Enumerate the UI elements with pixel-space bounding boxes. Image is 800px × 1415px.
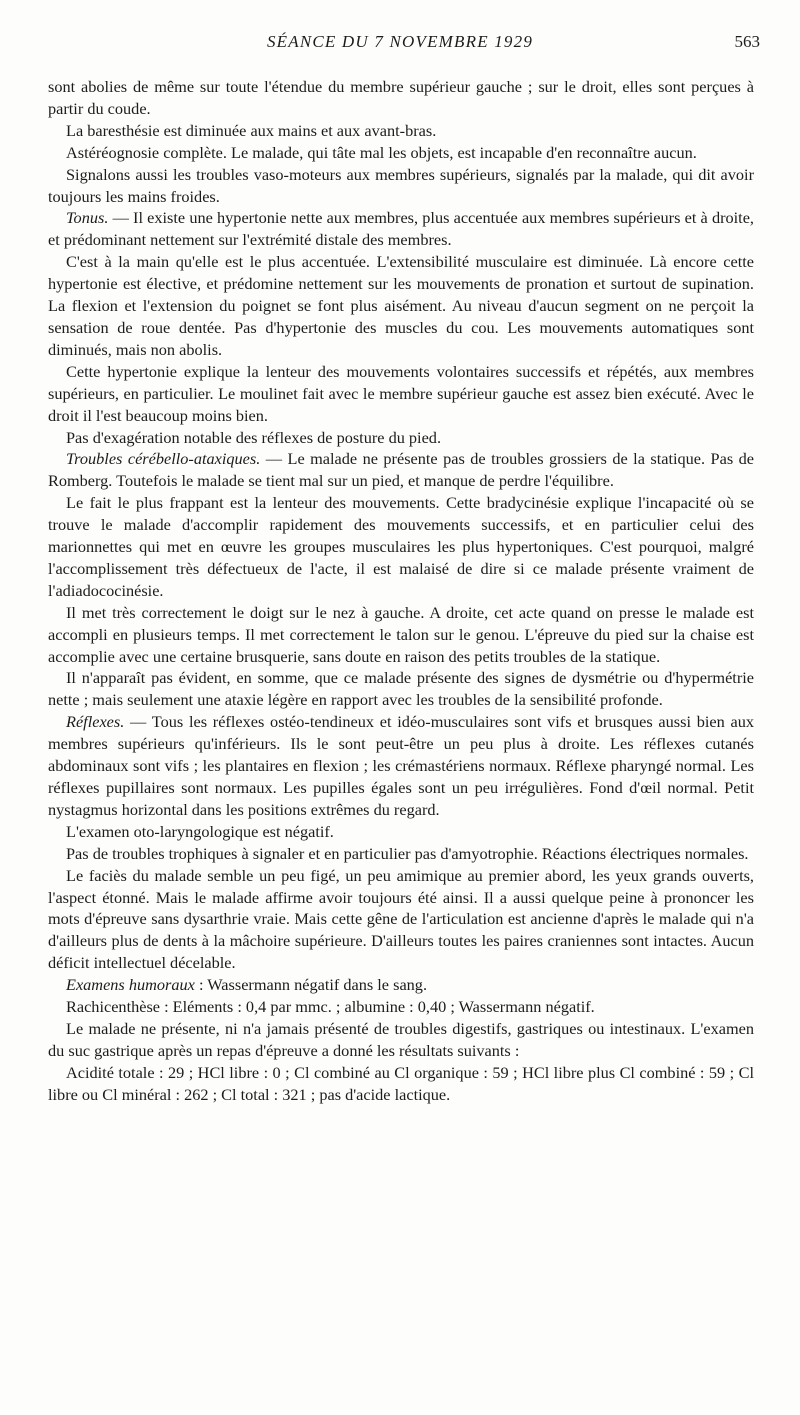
paragraph xyxy=(48,448,754,492)
paragraph xyxy=(48,76,754,120)
page-header xyxy=(40,32,760,56)
paragraph xyxy=(48,667,754,711)
paragraph-text: Pas d'exagération notable des réflexes de posture du pied. xyxy=(66,427,442,447)
paragraph xyxy=(48,492,754,602)
paragraph-text: Astéréognosie complète. Le malade, qui tâte mal les objets, est incapable d'en reconnaître aucun. xyxy=(66,142,697,162)
paragraph-text: La baresthésie est diminuée aux mains et aux avant-bras. xyxy=(66,120,437,140)
paragraph-text: Le faciès du malade semble un peu figé, un peu amimique au premier abord, les yeux grands ouverts, l'aspect étonné. Mais le malade affirme avoir toujours été ainsi. Il a aussi quelque peine à prononcer les mots d'épreuve sans dysarthrie vraie. Mais cette gêne de l'articulation est ancienne d'après le malade qui n'a d'ailleurs plus de dents à la mâchoire supérieure. D'ailleurs toutes les paires craniennes sont intactes. Aucun déficit intellectuel décelable. xyxy=(48,865,754,973)
paragraph-text: — Le malade ne présente pas de troubles grossiers de la statique. Pas de Romberg. Toutefois le malade se tient mal sur un pied, et manque de perdre l'équilibre. xyxy=(48,449,754,491)
paragraph xyxy=(48,602,754,668)
paragraph xyxy=(48,427,754,449)
paragraph-text: Pas de troubles trophiques à signaler et en particulier pas d'amyotrophie. Réactions électriques normales. xyxy=(66,843,749,863)
paragraph xyxy=(48,1062,754,1106)
paragraph-text: Il met très correctement le doigt sur le nez à gauche. A droite, cet acte quand on presse le malade est accompli en plusieurs temps. Il met correctement le talon sur le genou. L'épreuve du pied sur la chaise est accomplie avec une certaine brusquerie, sans doute en raison des petits troubles de la statique. xyxy=(48,602,754,666)
paragraph-text: Signalons aussi les troubles vaso-moteurs aux membres supérieurs, signalés par la malade, qui dit avoir toujours les mains froides. xyxy=(48,164,754,206)
paragraph-text: C'est à la main qu'elle est le plus accentuée. L'extensibilité musculaire est diminuée. Là encore cette hypertonie est élective, et prédomine nettement sur les mouvements de pronation et surtout de supination. La flexion et l'extension du poignet se font plus aisément. Au niveau d'aucun segment on ne perçoit la sensation de roue dentée. Pas d'hypertonie des muscles du cou. Les mouvements automatiques sont diminués, mais non abolis. xyxy=(48,252,754,359)
paragraph-text: L'examen oto-laryngologique est négatif. xyxy=(66,821,334,841)
paragraph-text: Le fait le plus frappant est la lenteur des mouvements. Cette bradycinésie explique l'incapacité où se trouve le malade d'accomplir rapidement des mouvements successifs, et en particulier celui des marionnettes qui met en œuvre les groupes musculaires les plus hypertoniques. C'est pourquoi, malgré l'accomplissement très défectueux de l'acte, il est malaisé de dire si ce malade présente vraiment de l'adiadococinésie. xyxy=(48,493,754,600)
paragraph-text: — Tous les réflexes ostéo-tendineux et idéo-musculaires sont vifs et brusques aussi bien aux membres supérieurs qu'inférieurs. Ils le sont peut-être un peu plus à droite. Les réflexes cutanés abdominaux sont vifs ; les plantaires en flexion ; les crémastériens normaux. Réflexe pharyngé normal. Les réflexes pupillaires sont normaux. Les pupilles égales sont un peu irrégulières. Fond d'œil normal. Petit nystagmus horizontal dans les positions extrêmes du regard. xyxy=(48,712,754,819)
page-number: 563 xyxy=(734,32,760,51)
section-label: Troubles cérébello-ataxiques. xyxy=(66,449,261,469)
section-label: Réflexes. xyxy=(66,712,125,732)
paragraph xyxy=(48,1018,754,1062)
paragraph-text: : Wassermann négatif dans le sang. xyxy=(194,975,428,995)
paragraph xyxy=(48,207,754,251)
paragraph-text: Rachicenthèse : Eléments : 0,4 par mmc. ; albumine : 0,40 ; Wassermann négatif. xyxy=(66,997,595,1017)
running-head: SÉANCE DU 7 NOVEMBRE 1929 xyxy=(266,32,534,51)
paragraph xyxy=(48,843,754,865)
paragraph xyxy=(48,361,754,427)
paragraph-text: Il n'apparaît pas évident, en somme, que ce malade présente des signes de dysmétrie ou d'hypermétrie nette ; mais seulement une ataxie légère en rapport avec les troubles de la sensibilité profonde. xyxy=(48,668,754,710)
paragraph xyxy=(48,821,754,843)
paragraph xyxy=(48,120,754,142)
body-text xyxy=(48,76,754,1106)
paragraph xyxy=(48,164,754,208)
paragraph-text: Acidité totale : 29 ; HCl libre : 0 ; Cl combiné au Cl organique : 59 ; HCl libre plus Cl combiné : 59 ; Cl libre ou Cl minéral : 262 ; Cl total : 321 ; pas d'acide lactique. xyxy=(48,1062,754,1104)
paragraph xyxy=(48,711,754,821)
paragraph xyxy=(48,251,754,361)
paragraph-text: sont abolies de même sur toute l'étendue du membre supérieur gauche ; sur le droit, elles sont perçues à partir du coude. xyxy=(48,77,754,118)
paragraph xyxy=(48,142,754,164)
paragraph xyxy=(48,996,754,1018)
paragraph-text: — Il existe une hypertonie nette aux membres, plus accentuée aux membres supérieurs et à droite, et prédominant nettement sur l'extrémité distale des membres. xyxy=(48,208,754,250)
section-label: Examens humoraux xyxy=(66,975,195,995)
section-label: Tonus. xyxy=(66,208,109,228)
paragraph xyxy=(48,865,754,975)
paragraph xyxy=(48,974,754,996)
paragraph-text: Le malade ne présente, ni n'a jamais présenté de troubles digestifs, gastriques ou intestinaux. L'examen du suc gastrique après un repas d'épreuve a donné les résultats suivants : xyxy=(48,1018,754,1060)
paragraph-text: Cette hypertonie explique la lenteur des mouvements volontaires successifs et répétés, aux membres supérieurs, en particulier. Le moulinet fait avec le membre supérieur gauche est assez bien exécuté. Avec le droit il l'est beaucoup moins bien. xyxy=(48,361,754,425)
